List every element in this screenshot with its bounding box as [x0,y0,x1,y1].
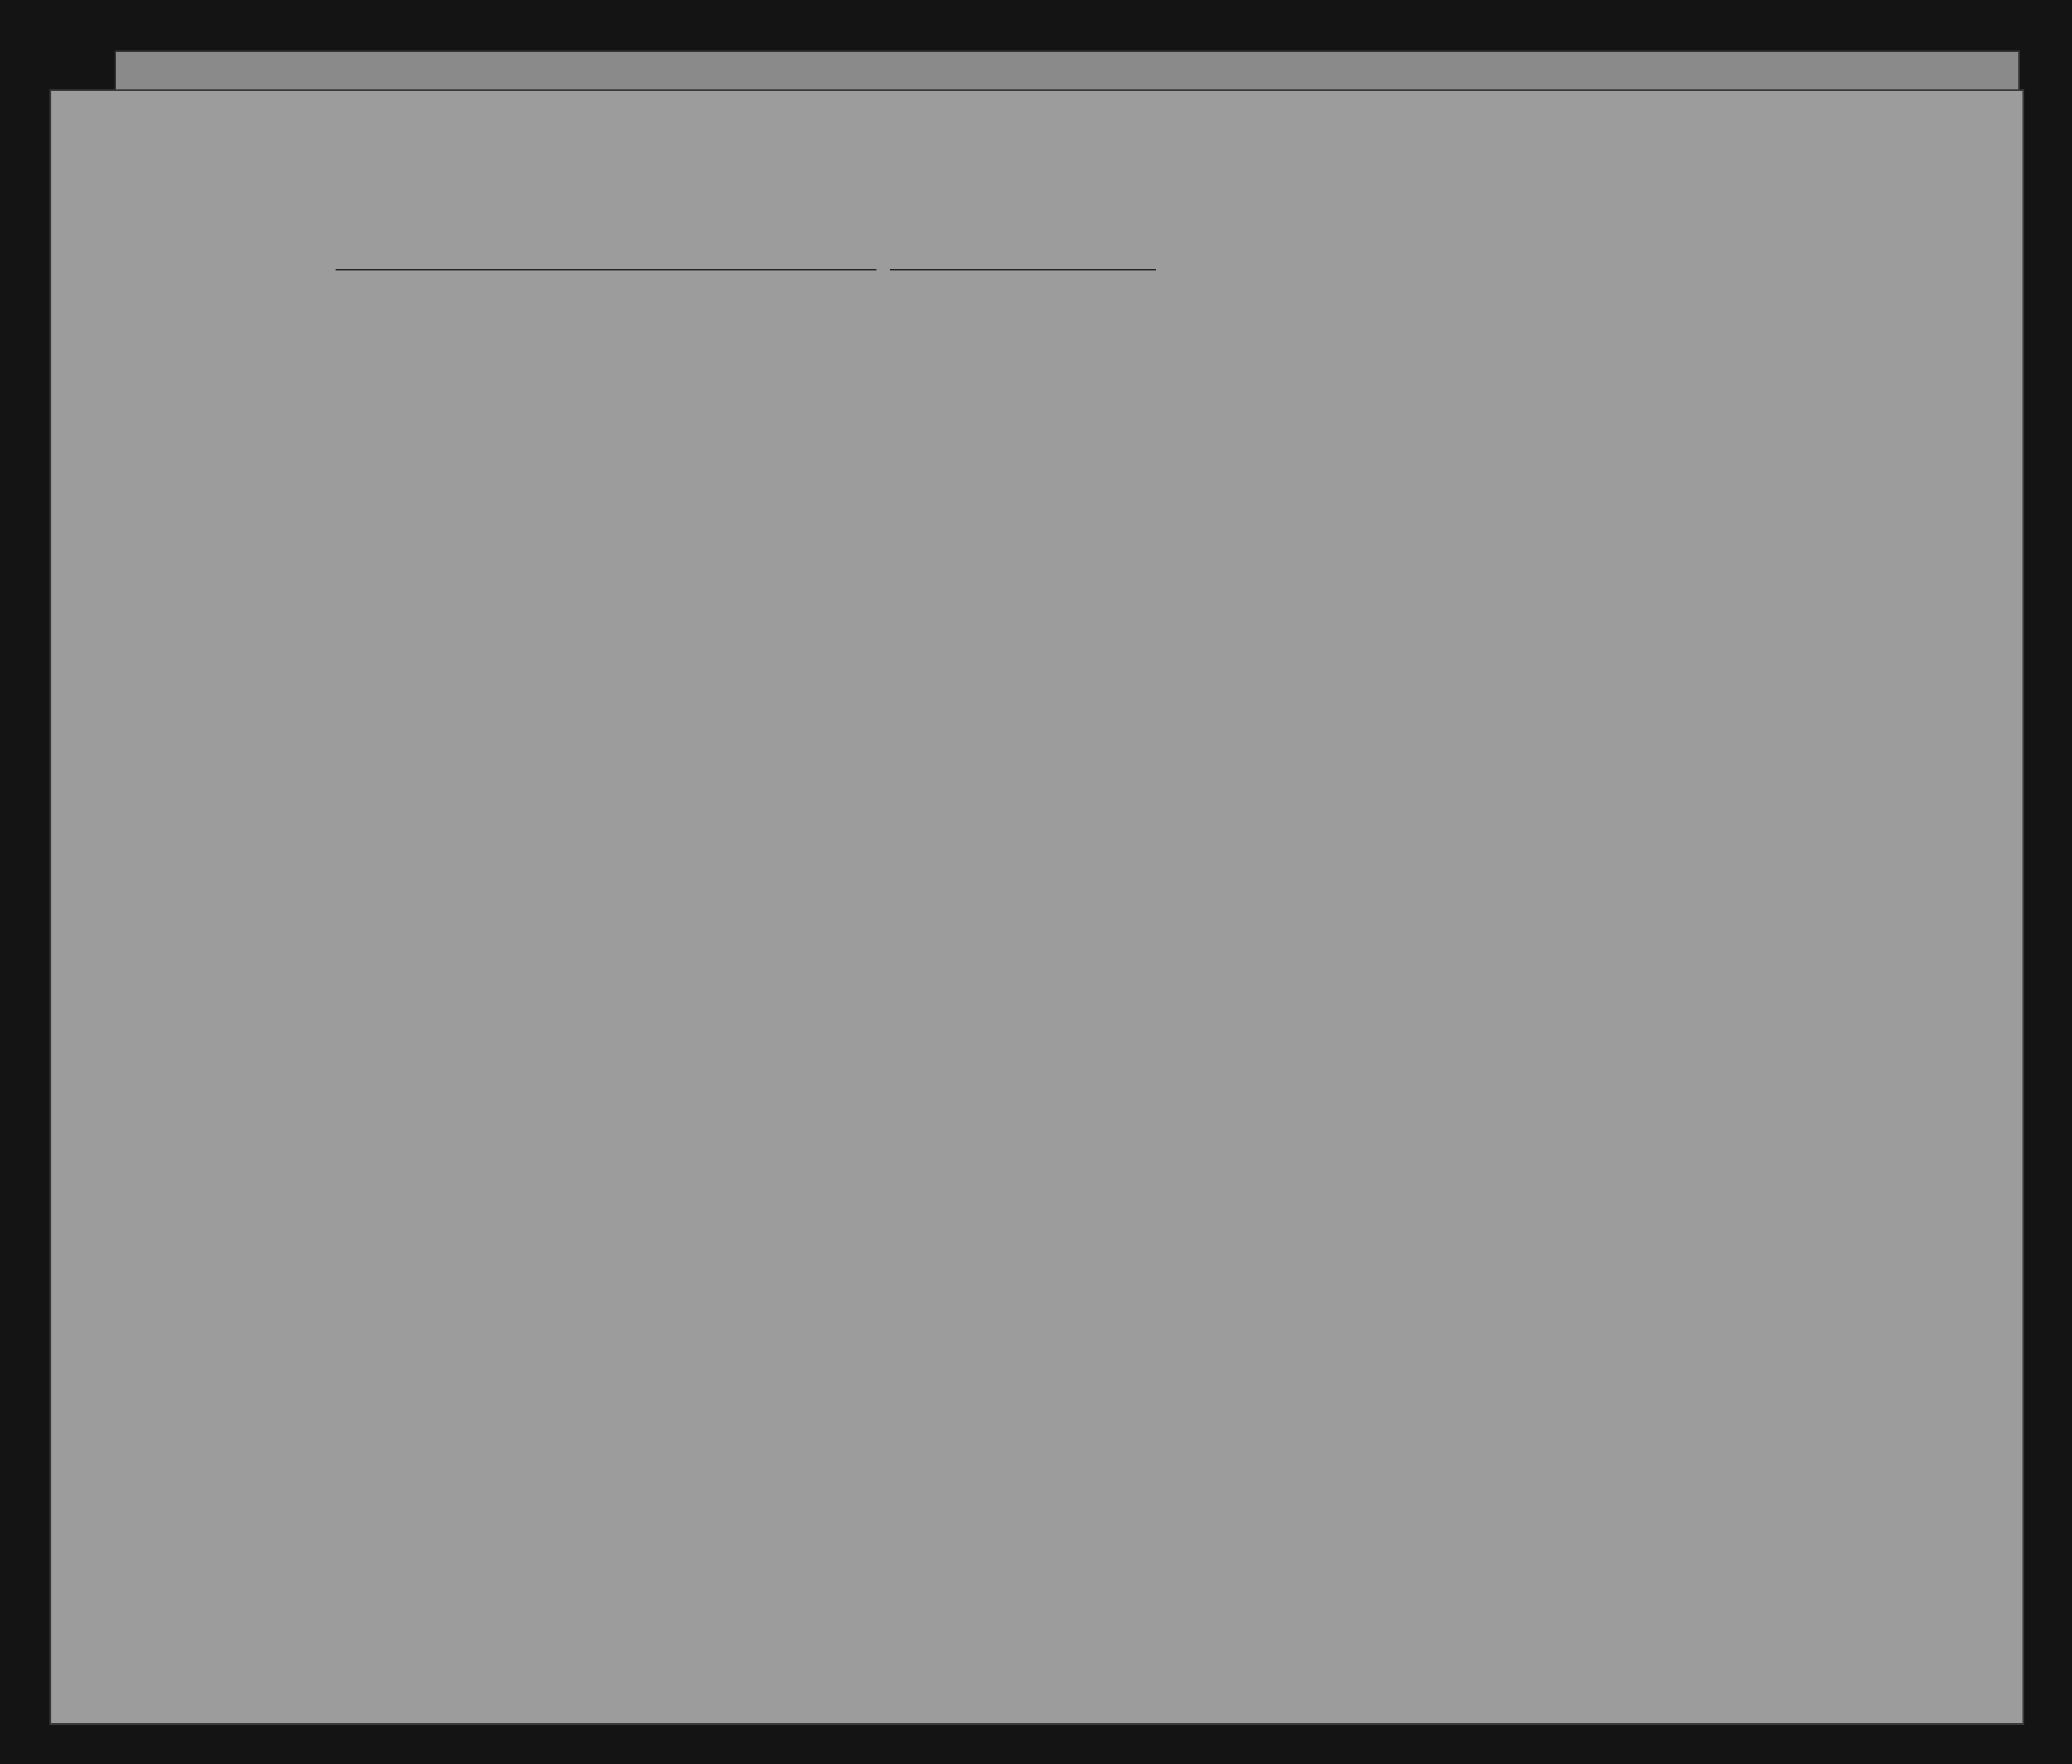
manifest-sheet [50,89,2024,1725]
port-underline [336,269,876,270]
date-underline [890,269,1156,270]
manifest-table [83,295,2012,1510]
